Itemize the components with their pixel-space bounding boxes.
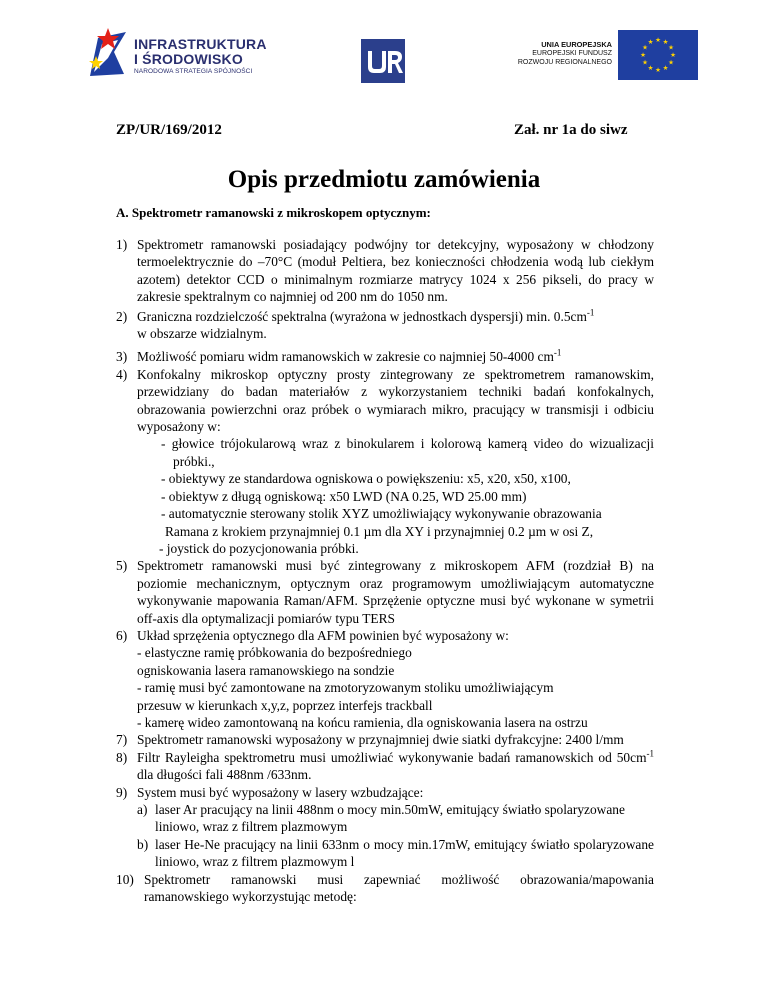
list-item: 8) Filtr Rayleigha spektrometru musi umożliwiać wykonywanie badań ramanowskich od $50cm^{-1}$ dla długości fali 488nm /633nm. (116, 748, 654, 783)
list-item: 9) System musi być wyposażony w lasery wzbudzające: a) laser Ar pracujący na linii 488nm o mocy min.50mW, emitujący światło spolaryzowane liniowo, wraz z filtrem plazmowym b) laser He-Ne pracujący na linii 633nm o mocy min.17mW, emitujący światło spolaryzowane liniowo, wraz z filtrem plazmowym l (116, 784, 654, 870)
eu-line-1: UNIA EUROPEJSKA (541, 40, 612, 49)
eu-flag-icon (618, 30, 698, 80)
attachment-label: Zał. nr 1a do siwz (514, 122, 628, 138)
ur-emblem-icon (361, 39, 405, 83)
infrastruktura-logo (88, 26, 268, 82)
logo-line-3: NARODOWA STRATEGIA SPÓJNOŚCI (134, 68, 253, 75)
superscript: -1 (586, 307, 595, 318)
item-text: Graniczna rozdzielczość spektralna (wyrażona w jednostkach dyspersji) min. $0.5cm^{-1}$ (137, 307, 595, 324)
eu-star-icon: ★ (640, 52, 646, 60)
list-item: 10) Spektrometr ramanowski musi zapewniać możliwość obrazowania/mapowania ramanowskiego wykorzystując metodę: (116, 871, 654, 905)
list-item: 3) Możliwość pomiaru widm ramanowskich w zakresie co najmniej 50-4000 $cm^{-1}$ (116, 347, 562, 365)
list-item: 7) Spektrometr ramanowski wyposażony w przynajmniej dwie siatki dyfrakcyjne: 2400 l/mm (116, 732, 624, 748)
ur-logo (361, 39, 405, 83)
page-title: Opis przedmiotu zamówienia (227, 166, 541, 193)
eu-star-icon: ★ (670, 52, 676, 60)
list-item: 4) Konfokalny mikroskop optyczny prosty zintegrowany ze spektrometrem ramanowskim, przewidziany do badan materiałów z wykorzystaniem techniki badań konfokalnych, obrazowania powierzchni oraz próbek o wymiarach mikro, pracujący w transmisji i odbiciu wyposażony w: - głowice trójokularową wraz z binokularem i kolorową kamerą video do wizualizacji próbki., - obiektywy ze standardowa ogniskowa o powiększeniu: x5, x20, x50, x100, - obiektyw z długą ogniskową: x50 LWD (NA 0.25, WD 25.00 mm) - automatycznie sterowany stolik XYZ umożliwiający wykonywanie obrazowania Ramana z krokiem przynajmniej 0.1 µm dla XY i przynajmniej 0.2 µm w osi Z, - joystick do pozycjonowania próbki. (116, 366, 654, 556)
list-item: 6) Układ sprzężenia optycznego dla AFM powinien być wyposażony w: - elastyczne ramię próbkowania do bezpośredniego ogniskowania lasera ramanowskiego na sondzie - ramię musi być zamontowane na zmotoryzowanym stoliku umożliwiającym przesuw w kierunkach x,y,z, poprzez interfejs trackball - kamerę wideo zamontowaną na końcu ramienia, dla ogniskowania lasera na ostrzu (116, 627, 588, 730)
logo-line-1: INFRASTRUKTURA (134, 36, 267, 52)
eu-line-2: EUROPEJSKI FUNDUSZ (532, 50, 612, 57)
eu-logo (492, 30, 704, 80)
section-heading: A. Spektrometr ramanowski z mikroskopem optycznym: (116, 205, 431, 220)
eu-star-icon: ★ (642, 44, 648, 52)
list-item: 5) Spektrometr ramanowski musi być zintegrowany z mikroskopem AFM (rozdział B) na poziomie mechanicznym, optycznym oraz programowym umożliwiającym automatyczne wykonywanie mapowania Raman/AFM. Sprzężenie optyczne musi być wykonane w symetrii off-axis dla optymalizacji pomiarów typu TERS (116, 558, 654, 626)
superscript: -1 (553, 347, 562, 358)
header-logos (0, 0, 768, 100)
requirements-list (116, 236, 654, 905)
eu-star-icon: ★ (642, 59, 648, 67)
eu-text (492, 40, 612, 67)
sub-item: b) laser He-Ne pracujący na linii 633nm o mocy min.17mW, emitujący światło spolaryzowane liniowo, wraz z filtrem plazmowym l (137, 836, 654, 870)
eu-line-3: ROZWOJU REGIONALNEGO (517, 59, 612, 66)
eu-star-icon: ★ (668, 59, 674, 67)
logo-line-2: I ŚRODOWISKO (134, 51, 243, 67)
eu-star-icon: ★ (662, 65, 669, 73)
eu-star-icon: ★ (662, 39, 669, 47)
eu-star-icon: ★ (655, 67, 661, 75)
eu-star-icon: ★ (668, 44, 674, 52)
list-item: 1) Spektrometr ramanowski posiadający podwójny tor detekcyjny, wyposażony w chłodzony termoelektrycznie do –70°C (moduł Peltiera, bez konieczności chłodzenia wodą lub ciekłym azotem) detektor CCD o minimalnym rozmiarze matrycy 1024 x 256 pikseli, do pracy w zakresie spektralnym co najmniej od 200 nm do 1050 nm. (116, 237, 654, 305)
star-flag-icon (88, 28, 130, 78)
list-item: 2) Graniczna rozdzielczość spektralna (wyrażona w jednostkach dyspersji) min. $0.5cm^{-1}$ w obszarze widzialnym. (116, 308, 654, 343)
superscript: -1 (646, 748, 654, 759)
eu-star-icon: ★ (647, 39, 654, 47)
reference-number: ZP/UR/169/2012 (116, 122, 222, 138)
sub-item: a) laser Ar pracujący na linii 488nm o mocy min.50mW, emitujący światło spolaryzowane liniowo, wraz z filtrem plazmowym (137, 802, 625, 835)
eu-star-icon: ★ (647, 65, 654, 73)
eu-star-icon: ★ (655, 37, 661, 45)
